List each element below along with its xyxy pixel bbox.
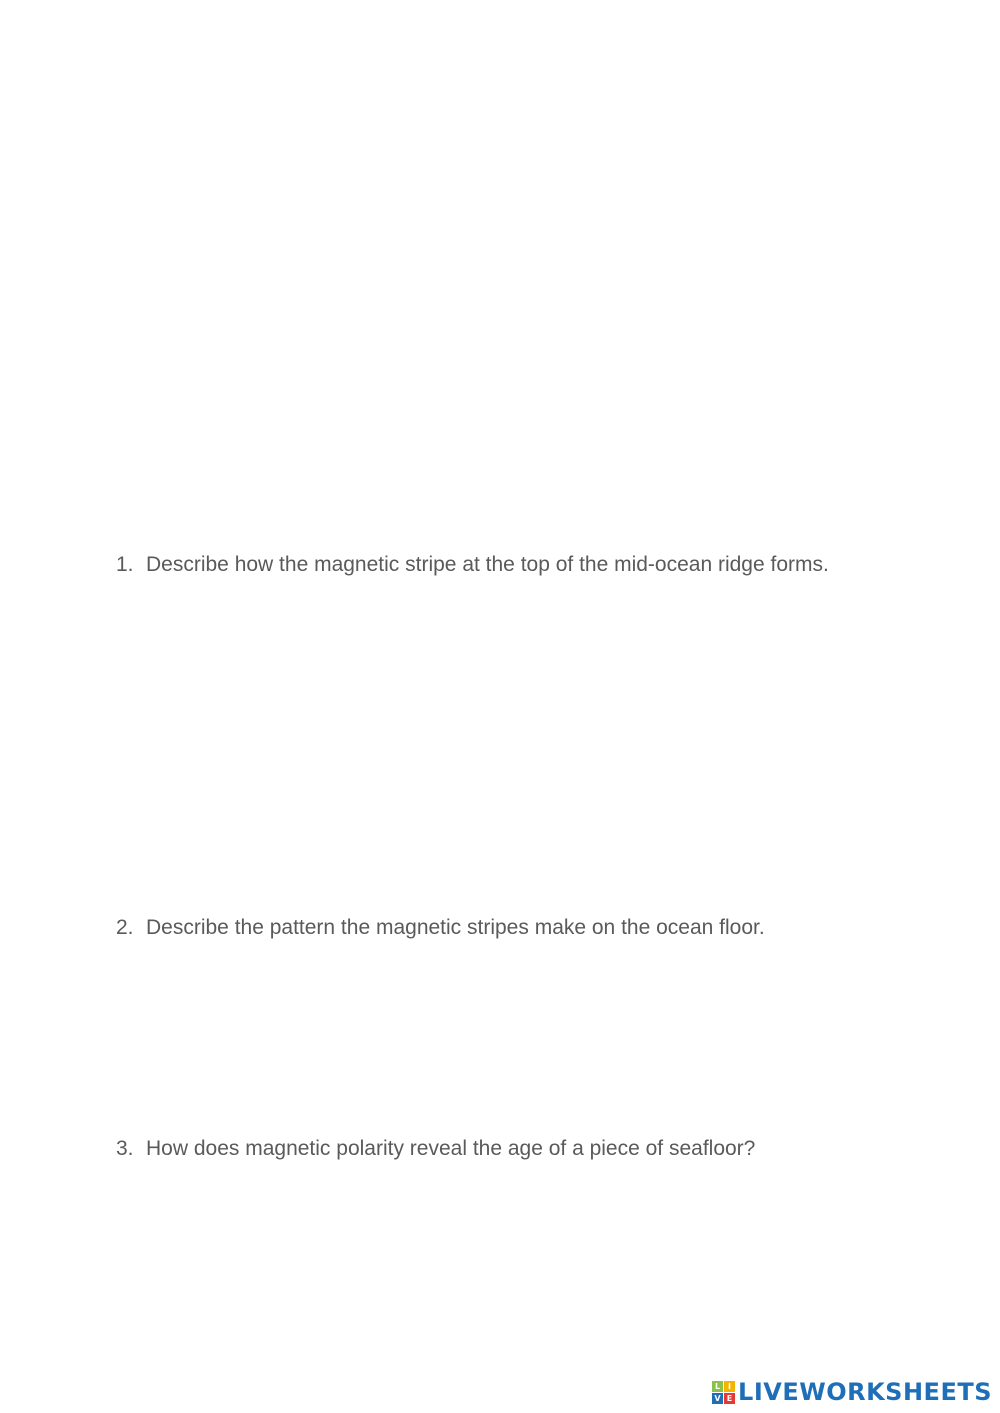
question-1: [116, 549, 836, 581]
question-2: [116, 912, 836, 944]
question-number: 2.: [116, 916, 134, 939]
question-number: 3.: [116, 1137, 134, 1160]
question-text: How does magnetic polarity reveal the age of a piece of seafloor?: [146, 1137, 756, 1160]
logo-mark-cell: E: [724, 1393, 735, 1404]
logo-mark-icon: [712, 1381, 735, 1404]
question-text: Describe the pattern the magnetic stripes make on the ocean floor.: [146, 916, 765, 939]
liveworksheets-logo: [712, 1377, 992, 1407]
logo-text: LIVEWORKSHEETS: [738, 1378, 992, 1406]
question-text: Describe how the magnetic stripe at the top of the mid-ocean ridge forms.: [146, 553, 829, 576]
logo-mark-cell: L: [712, 1381, 723, 1392]
question-3: [116, 1133, 836, 1165]
question-number: 1.: [116, 553, 134, 576]
logo-mark-cell: V: [712, 1393, 723, 1404]
logo-mark-cell: I: [724, 1381, 735, 1392]
